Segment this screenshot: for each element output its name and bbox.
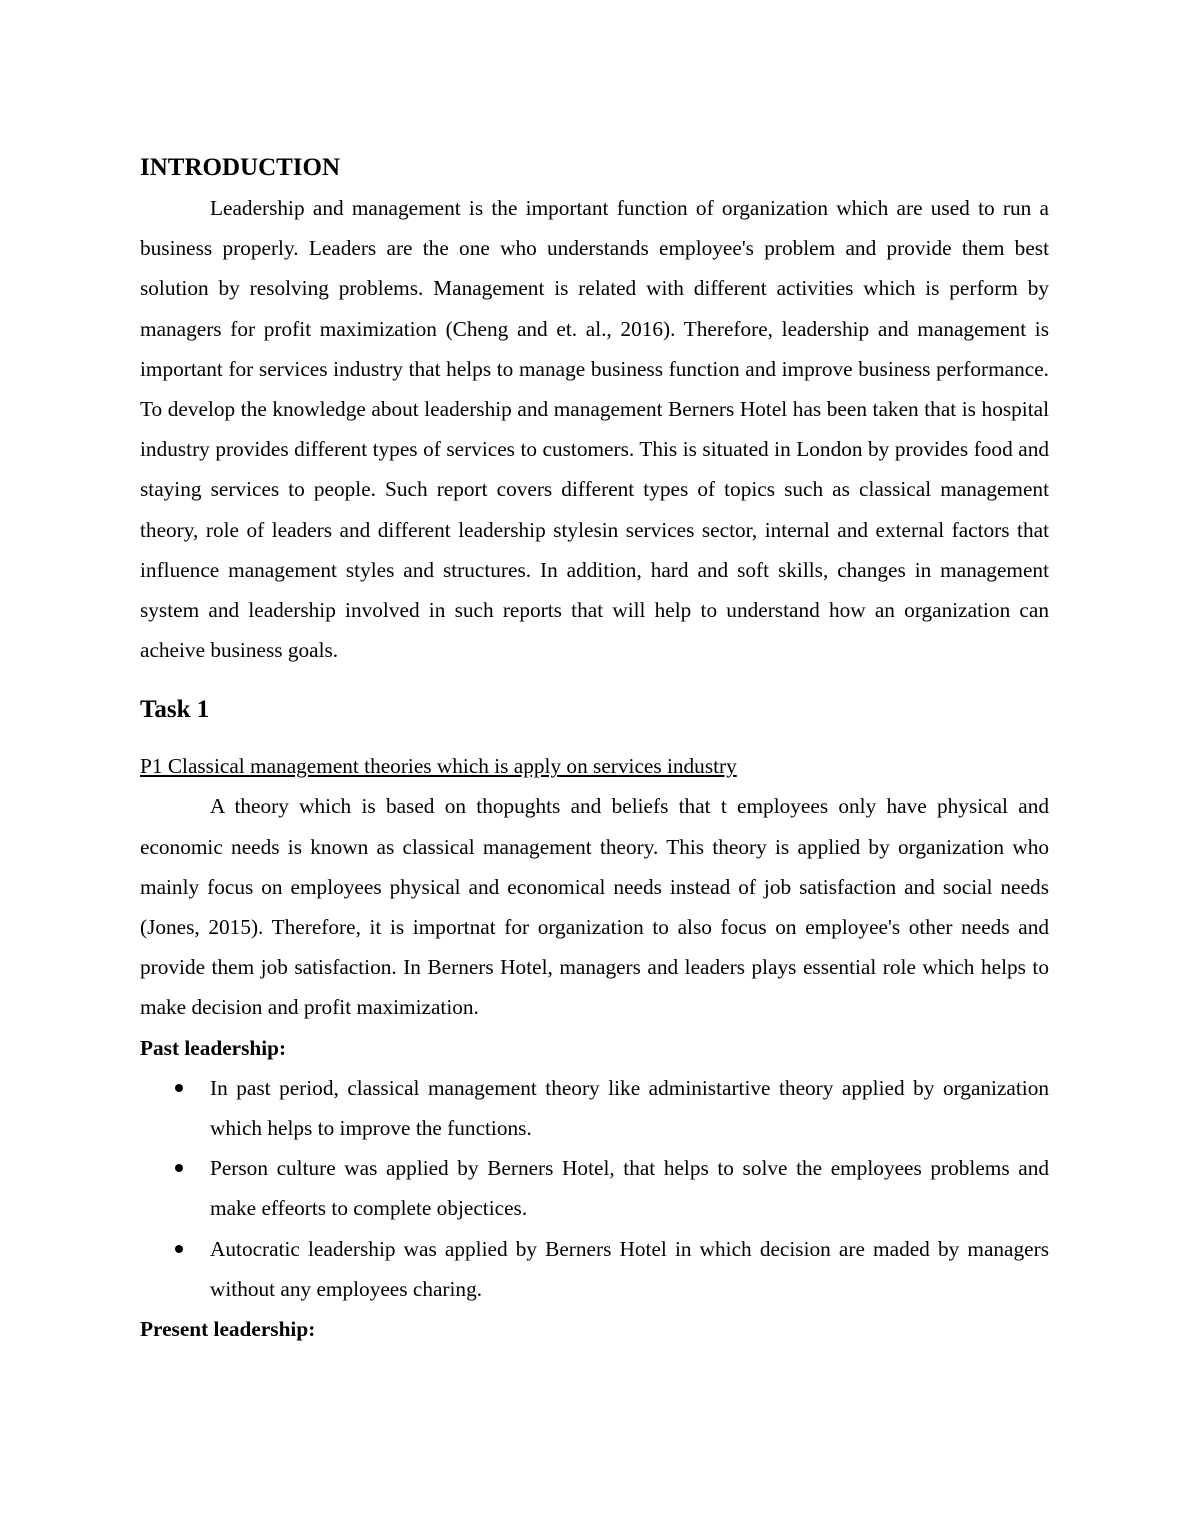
list-item [140,1068,1049,1148]
past-leadership-heading: Past leadership: [140,1035,287,1060]
classical-theory-paragraph: A theory which is based on thopughts and beliefs that t employees only have physical and economic needs is known as classical management theory. This theory is applied by organization who mainly focus on employees physical and economical needs instead of job satisfaction and social needs (Jones, 2015). Therefore, it is importnat for organization to also focus on employee's other needs and provide them job satisfaction. In Berners Hotel, managers and leaders plays essential role which helps to make decision and profit maximization. [140,794,1049,1020]
list-item-text: In past period, classical management theory like administartive theory applied by organization which helps to improve the functions. [210,1075,1049,1141]
present-leadership-heading: Present leadership: [140,1317,316,1342]
list-item-text: Person culture was applied by Berners Hotel, that helps to solve the employees problems and make effeorts to complete objectices. [210,1156,1049,1221]
introduction-paragraph: Leadership and management is the important function of organization which are used to run a business properly. Leaders are the one who understands employee's problem and provide them best solution by resolving problems. Management is related with different activities which is perform by managers for profit maximization (Cheng and et. al., 2016). Therefore, leadership and management is important for services industry that helps to manage business function and improve business performance. To develop the knowledge about leadership and management Berners Hotel has been taken that is hospital industry provides different types of services to customers. This is situated in London by provides food and staying services to people. Such report covers different types of topics such as classical management theory, role of leaders and different leadership stylesin services sector, internal and external factors that influence management styles and structures. In addition, hard and soft skills, changes in management system and leadership involved in such reports that will help to understand how an organization can acheive business goals. [140,196,1049,663]
list-item-text: Autocratic leadership was applied by Berners Hotel in which decision are maded by managers without any employees charing. [210,1236,1049,1301]
list-item [140,1229,1049,1309]
task1-heading: Task 1 [140,696,210,724]
document-page [140,148,1049,1349]
bullet-icon [175,1245,183,1253]
past-leadership-list [140,1068,1049,1309]
p1-subheading: P1 Classical management theories which is apply on services industry [140,754,737,779]
bullet-icon [175,1164,183,1172]
bullet-icon [175,1084,183,1092]
list-item [140,1148,1049,1228]
introduction-heading: INTRODUCTION [140,154,341,181]
